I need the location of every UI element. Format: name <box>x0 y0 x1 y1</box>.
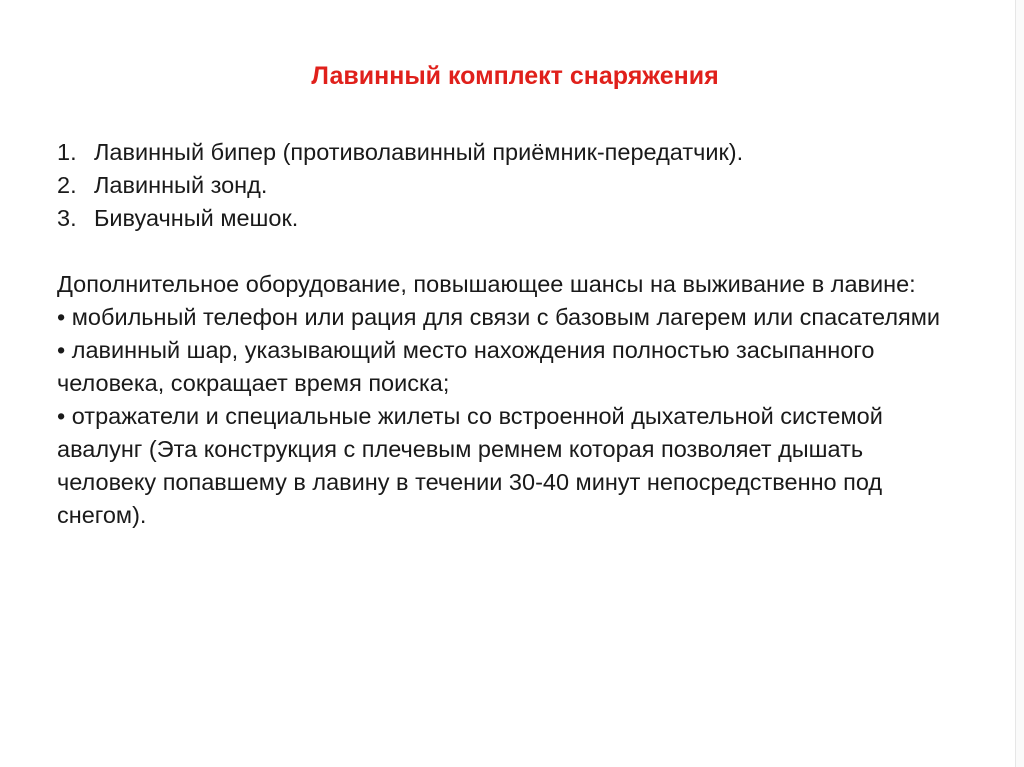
list-number: 1. <box>57 139 77 165</box>
slide-edge <box>1015 0 1024 767</box>
list-item <box>57 202 977 235</box>
list-number: 3. <box>57 205 77 231</box>
bullet-item: • отражатели и специальные жилеты со встроенной дыхательной системой авалунг (Эта конструкция с плечевым ремнем которая позволяет дышать человеку попавшему в лавину в течении 30-40 минут непосредственно под снегом). <box>57 403 883 528</box>
equipment-list <box>57 136 977 235</box>
list-item <box>57 136 977 169</box>
bullet-item: • лавинный шар, указывающий место нахождения полностью засыпанного человека, сокращает время поиска; <box>57 337 875 396</box>
list-text: Лавинный бипер (противолавинный приёмник-передатчик). <box>94 139 744 165</box>
additional-equipment-heading: Дополнительное оборудование, повышающее шансы на выживание в лавине: <box>57 271 916 297</box>
slide-title: Лавинный комплект снаряжения <box>311 62 719 90</box>
list-item <box>57 169 977 202</box>
slide-content <box>57 136 977 532</box>
spacer <box>57 235 977 268</box>
list-text: Лавинный зонд. <box>94 172 268 198</box>
bullet-item: • мобильный телефон или рация для связи с базовым лагерем или спасателями <box>57 304 941 330</box>
list-number: 2. <box>57 172 77 198</box>
list-text: Бивуачный мешок. <box>94 205 299 231</box>
